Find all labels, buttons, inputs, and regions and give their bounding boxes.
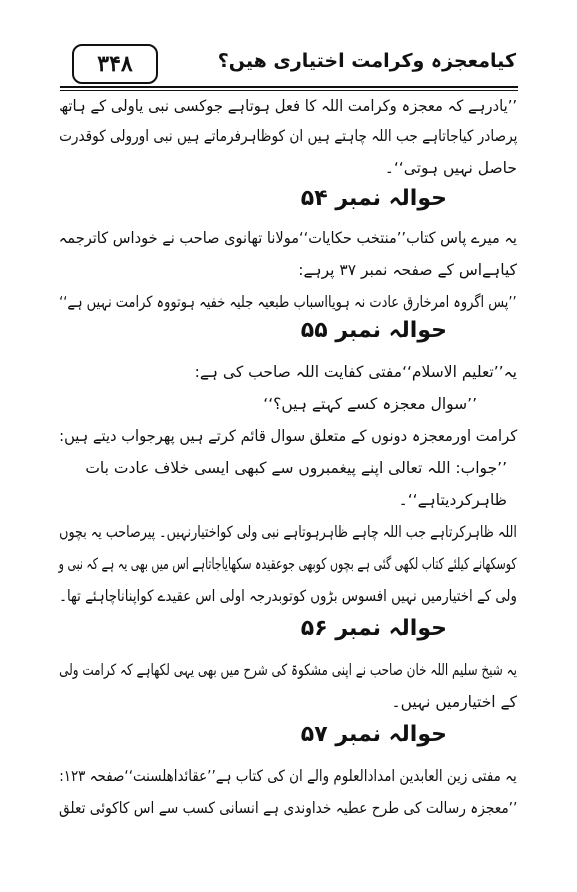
text-line-13: کوسکھانے کیلئے کتاب لکھی گئی ہے بچوں کوبھی جوعقیدہ سکھایاجاتاہے اس میں بھی یہ ہے کہ نبی و [59, 555, 517, 573]
header-rule-thin [60, 90, 518, 91]
header-rule [60, 86, 518, 88]
text-line-3: حاصل نہیں ہوتی‘‘۔ [384, 159, 517, 177]
text-line-16: کے اختیارمیں نہیں۔ [391, 693, 517, 711]
page-number: ۳۴۸ [72, 44, 158, 84]
reference-heading-57: حوالہ نمبر ۵۷ [300, 722, 447, 747]
text-line-5: کیاہےاس کے صفحہ نمبر ۳۷ پرہے: [298, 261, 517, 279]
text-line-10: ’’جواب: اللہ تعالی اپنے پیغمبروں سے کبھی ایسی خلاف عادت بات [85, 459, 507, 477]
reference-heading-54: حوالہ نمبر ۵۴ [300, 186, 447, 211]
running-title: کیامعجزہ وکرامت اختیاری ھیں؟ [217, 50, 516, 72]
text-line-14: ولی کے اختیارمیں نہیں افسوس بڑوں کوتوبدرجہ اولی اس عقیدے کواپناناچاہئے تھا۔ [59, 587, 517, 605]
text-line-11: ظاہرکردیتاہے‘‘۔ [398, 491, 507, 509]
text-line-6: ’’پس اگروہ امرخارق عادت نہ ہویااسباب طبعیہ جلیہ خفیہ ہوتووہ کرامت نہیں ہے‘‘ [59, 293, 517, 311]
reference-heading-55: حوالہ نمبر ۵۵ [300, 318, 447, 343]
reference-heading-56: حوالہ نمبر ۵۶ [300, 616, 447, 641]
text-line-18: ’’معجزہ رسالت کی طرح عطیہ خداوندی ہے انسانی کسب سے اس کاکوئی تعلق [58, 799, 517, 817]
text-line-15: یہ شیخ سلیم اللہ خان صاحب نے اپنی مشکوۃ کی شرح میں بھی یہی لکھاہے کہ کرامت ولی [59, 661, 517, 679]
text-line-4: یہ میرے پاس کتاب’’منتخب حکایات‘‘مولانا تھانوی صاحب نے خوداس کاترجمہ [58, 229, 517, 247]
text-line-7: یہ’’تعلیم الاسلام‘‘مفتی کفایت اللہ صاحب کی ہے: [194, 363, 517, 381]
text-line-12: اللہ ظاہرکرتاہے جب اللہ چاہے ظاہرہوتاہے نبی ولی کواختیارنہیں۔ پیرصاحب یہ بچوں [59, 523, 517, 541]
text-line-9: کرامت اورمعجزہ دونوں کے متعلق سوال قائم کرتے ہیں پھرجواب دیتے ہیں: [58, 427, 517, 445]
text-line-17: یہ مفتی زین العابدین امدادالعلوم والے ان کی کتاب ہے’’عقائداھلسنت‘‘صفحہ ۱۲۳: [59, 767, 518, 785]
text-line-1: ’’یادرہے کہ معجزہ وکرامت اللہ کا فعل ہوتاہے جوکسی نبی یاولی کے ہاتھ [58, 97, 517, 115]
text-line-2: پرصادر کیاجاتاہے جب اللہ چاہتے ہیں ان کوظاہرفرماتے ہیں نبی اورولی کوقدرت [58, 127, 517, 145]
page-header [60, 40, 520, 92]
text-line-8: ’’سوال معجزہ کسے کہتے ہیں؟‘‘ [263, 395, 477, 413]
